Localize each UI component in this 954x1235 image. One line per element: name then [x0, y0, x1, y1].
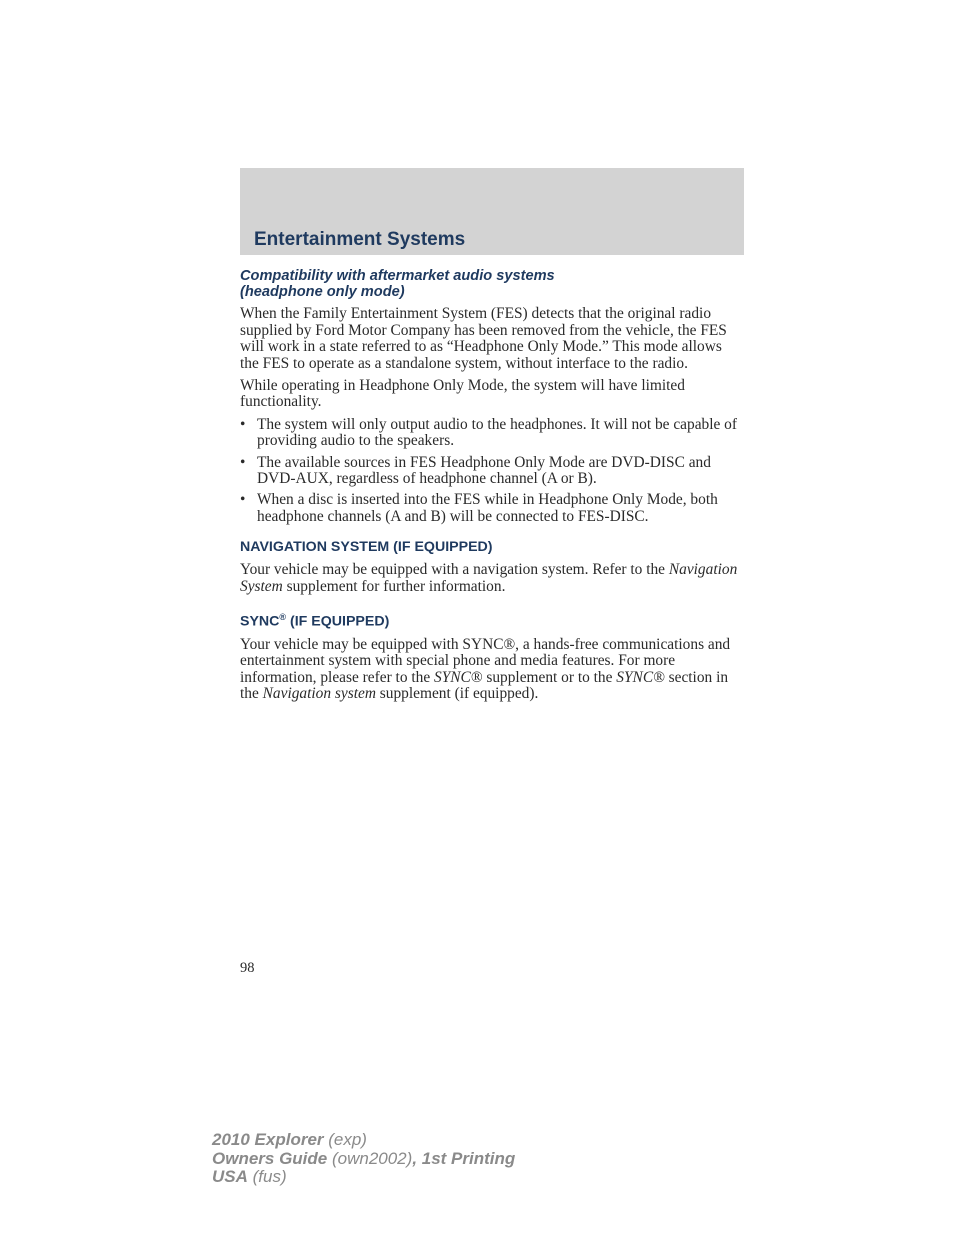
registered-mark: ®	[279, 612, 287, 623]
sync-paragraph	[240, 637, 744, 703]
list-item-text: When a disc is inserted into the FES while in Headphone Only Mode, both headphone channels (A and B) will be connected to FES-DISC.	[257, 491, 718, 525]
compat-bullet-list	[240, 417, 744, 525]
list-item-text: The system will only output audio to the headphones. It will not be capable of providing audio to the speakers.	[257, 415, 738, 450]
sync-heading-main: SYNC	[240, 613, 280, 630]
compat-heading	[240, 268, 744, 300]
bullet-icon: •	[240, 453, 246, 471]
footer-printing: , 1st Printing	[412, 1148, 516, 1168]
section-header-band	[240, 168, 744, 255]
compat-heading-line1: Compatibility with aftermarket audio systems	[240, 268, 555, 284]
list-item	[240, 455, 744, 488]
sync-text-4: supplement (if equipped).	[375, 685, 539, 703]
footer-guide: Owners Guide	[212, 1148, 328, 1168]
navigation-system-ref: Navigation System	[240, 561, 738, 595]
page-number: 98	[240, 960, 255, 976]
compat-paragraph-1: When the Family Entertainment System (FES) detects that the original radio supplied by Ford Motor Company has been removed from the vehicle, the FES will work in a state referred to as “Headphone Only Mode.” This mode allows the FES to operate as a standalone system, without interface to the radio.	[240, 305, 727, 372]
footer-model-code: (exp)	[323, 1130, 367, 1149]
sync-heading-rest: (IF EQUIPPED)	[286, 613, 390, 630]
section-title: Entertainment Systems	[254, 229, 466, 250]
list-item-text: The available sources in FES Headphone Only Mode are DVD-DISC and DVD-AUX, regardless of headphone channel (A or B).	[257, 453, 711, 488]
sync-ref-2: SYNC®	[616, 668, 665, 686]
footer-market: USA	[212, 1167, 248, 1186]
footer-model: 2010 Explorer	[212, 1130, 324, 1149]
navigation-system-ref-2: Navigation system	[262, 685, 376, 703]
sync-text-1: Your vehicle may be equipped with SYNC®, a hands-free communications and entertainment system with special phone and media features. For more information, please refer to the	[240, 635, 731, 686]
navigation-text-1: Your vehicle may be equipped with a navigation system. Refer to the	[240, 561, 669, 579]
footer-guide-code: (own2002)	[327, 1148, 413, 1168]
footer-line-1	[212, 1131, 515, 1150]
footer-market-code: (fus)	[247, 1167, 287, 1186]
navigation-heading: NAVIGATION SYSTEM (IF EQUIPPED)	[240, 539, 493, 556]
compat-heading-line2: (headphone only mode)	[240, 284, 405, 301]
sync-heading	[240, 609, 744, 630]
footer-line-3	[212, 1168, 515, 1187]
navigation-text-2: supplement for further information.	[282, 577, 506, 595]
sync-text-2: supplement or to the	[482, 668, 617, 686]
compat-paragraph-2: While operating in Headphone Only Mode, the system will have limited functionality.	[240, 377, 685, 411]
page-content	[240, 268, 744, 708]
list-item	[240, 417, 744, 450]
document-footer	[212, 1131, 515, 1187]
footer-line-2	[212, 1150, 515, 1169]
bullet-icon: •	[240, 415, 246, 433]
list-item	[240, 492, 744, 525]
bullet-icon: •	[240, 491, 246, 509]
sync-ref-1: SYNC®	[434, 668, 483, 686]
sync-text-3: section in the	[240, 668, 729, 703]
navigation-paragraph	[240, 562, 744, 595]
